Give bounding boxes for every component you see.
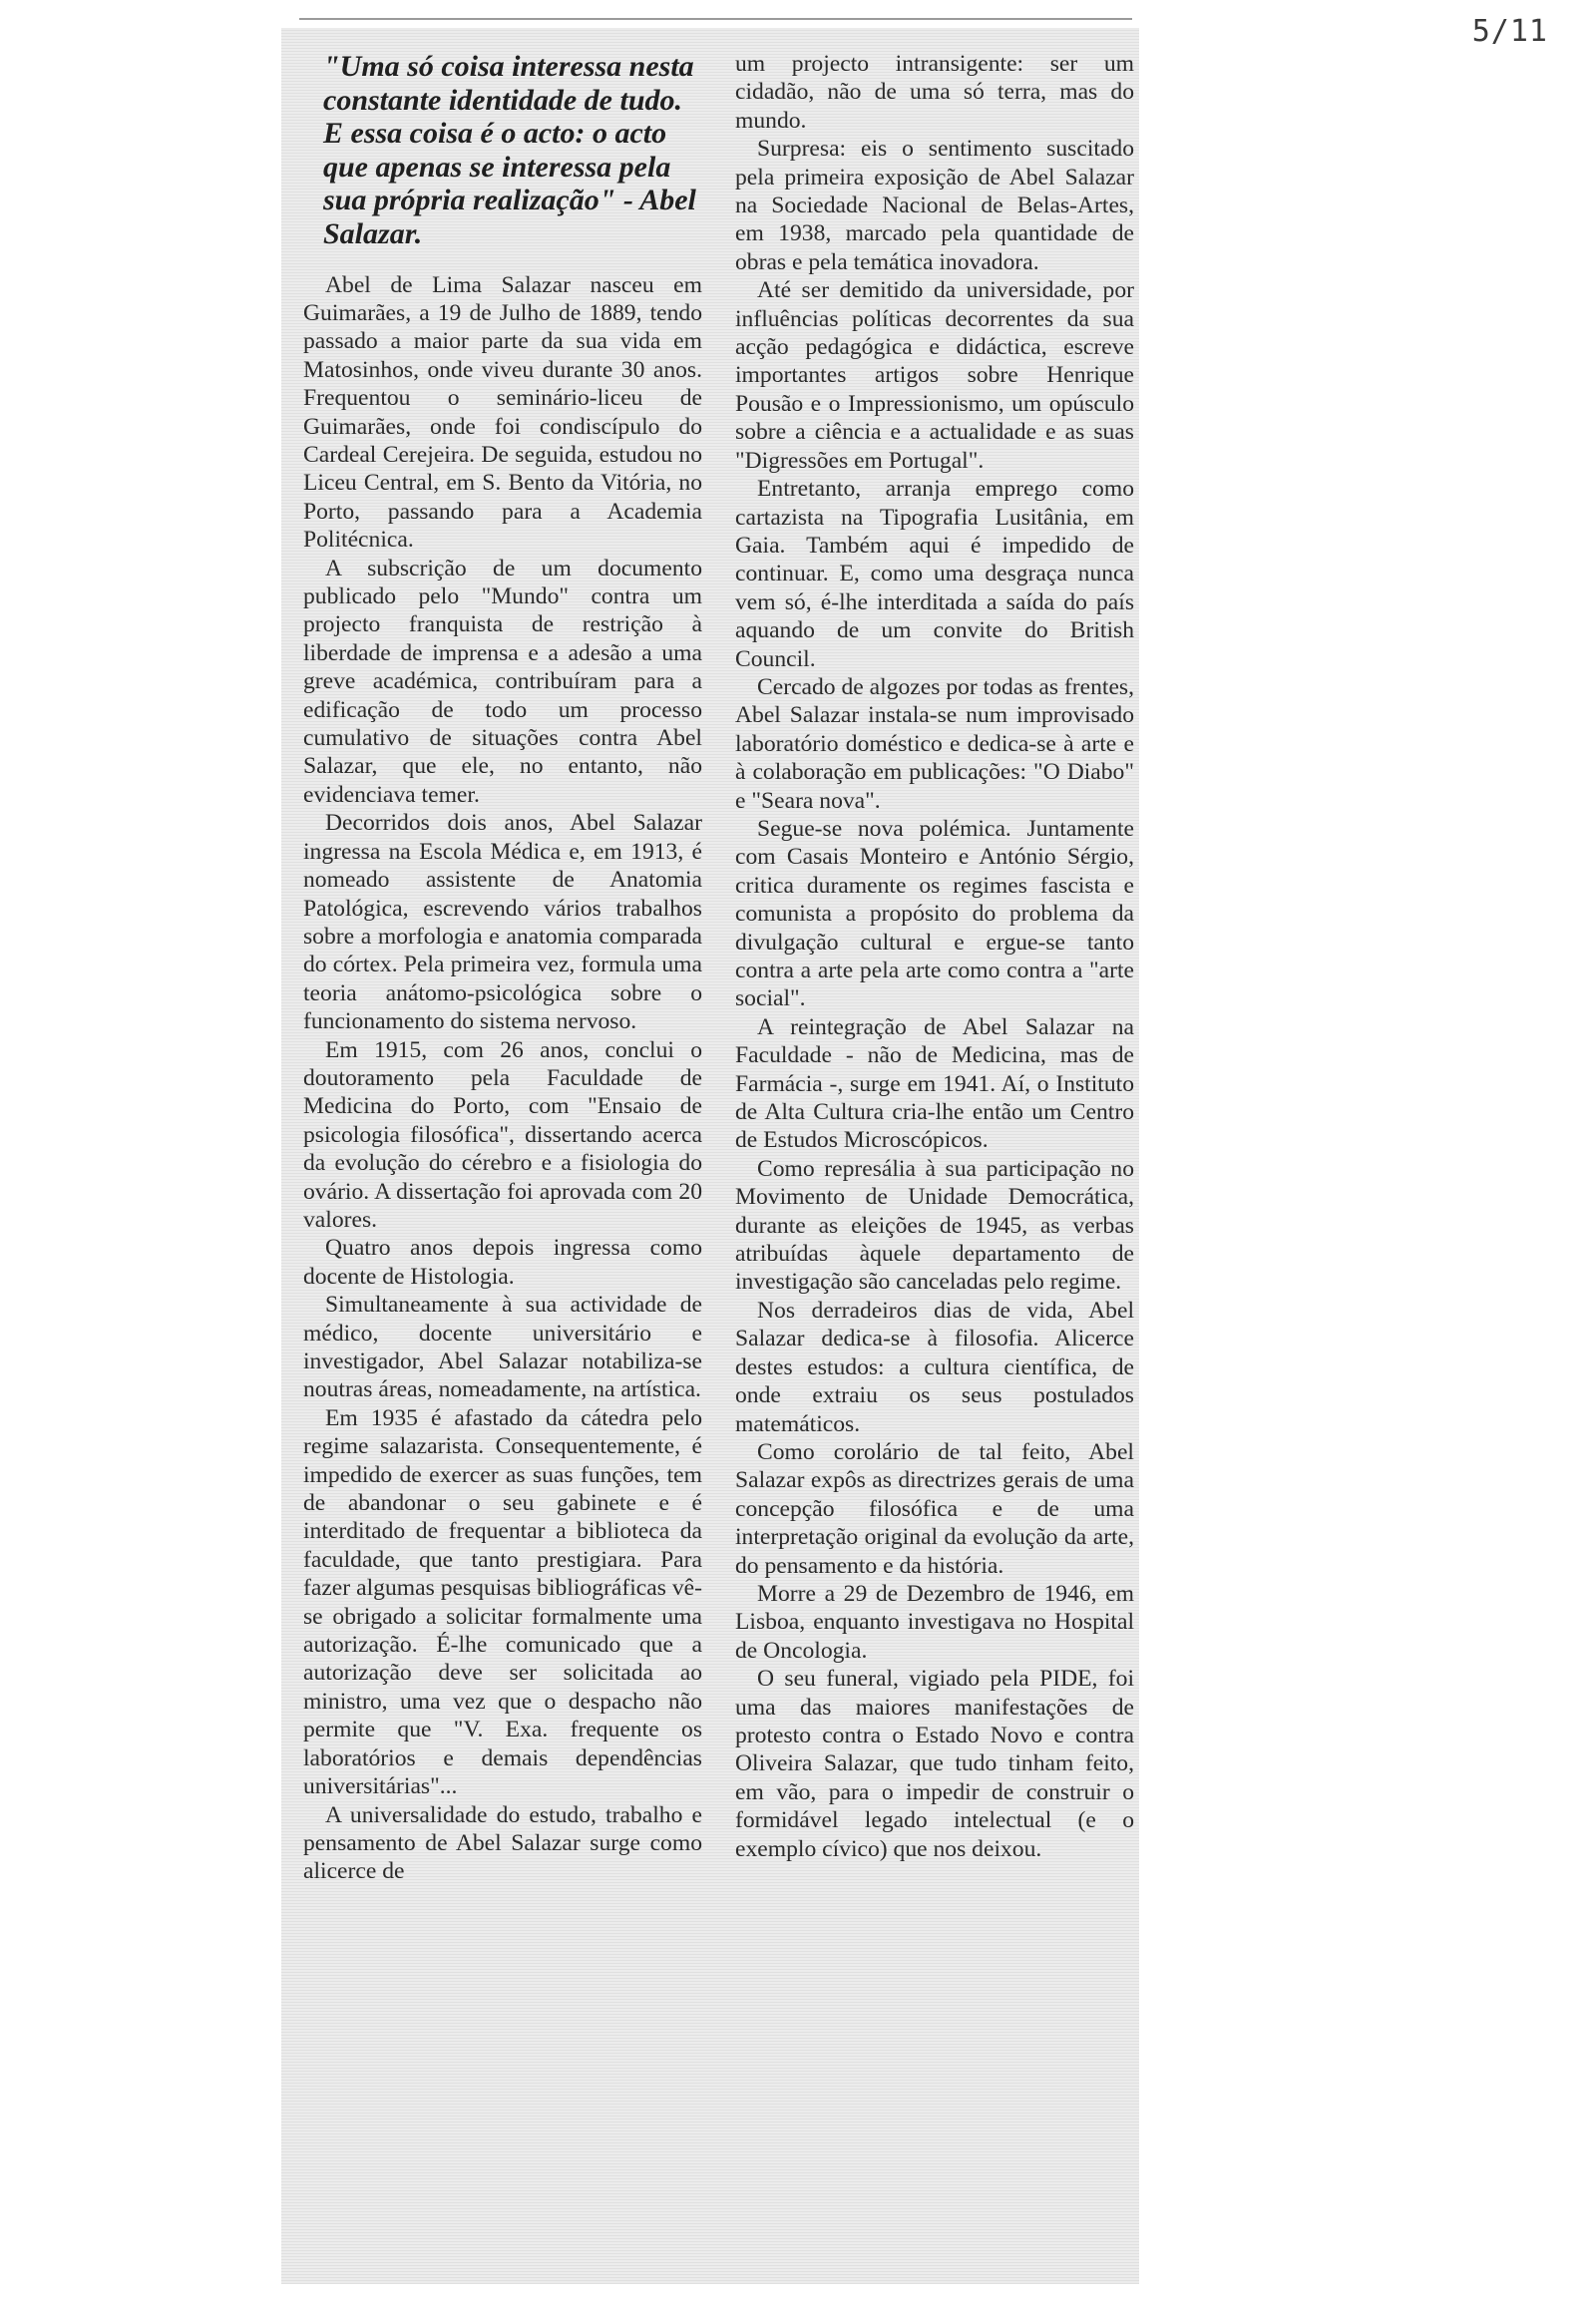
paragraph: Decorridos dois anos, Abel Salazar ingressa na Escola Médica e, em 1913, é nomeado assistente de Anatomia Patológica, escrevendo vários trabalhos sobre a morfologia e anatomia comparada do córtex. Pela primeira vez, formula uma teoria anátomo-psicológica sobre o funcionamento do sistema nervoso. — [303, 810, 702, 1035]
paragraph: O seu funeral, vigiado pela PIDE, foi uma das maiores manifestações de protesto contra o Estado Novo e contra Oliveira Salazar, que tudo tinham feito, em vão, para o impedir de construir o formidável legado intelectual (e o exemplo cívico) que nos deixou. — [735, 1666, 1134, 1862]
right-column — [735, 50, 1134, 1863]
paragraph: um projecto intransigente: ser um cidadão, não de uma só terra, mas do mundo. — [735, 51, 1134, 134]
left-column — [303, 50, 702, 1886]
pull-quote: "Uma só coisa interessa nesta constante identidade de tudo. E essa coisa é o acto: o acto que apenas se interessa pela sua própria realização" - Abel Salazar. — [323, 50, 696, 250]
paragraph: Até ser demitido da universidade, por influências políticas decorrentes da sua acção pedagógica e didáctica, escreve importantes artigos sobre Henrique Pousão e o Impressionismo, um opúsculo sobre a ciência e a actualidade e as suas "Digressões em Portugal". — [735, 277, 1134, 474]
paragraph: Entretanto, arranja emprego como cartazista na Tipografia Lusitânia, em Gaia. Também aqui é impedido de continuar. E, como uma desgraça nunca vem só, é-lhe interditada a saída do país aquando de um convite do British Council. — [735, 476, 1134, 672]
paragraph: Como represália à sua participação no Movimento de Unidade Democrática, durante as eleições de 1945, as verbas atribuídas àquele departamento de investigação são canceladas pelo regime. — [735, 1155, 1134, 1296]
paragraph: Surpresa: eis o sentimento suscitado pela primeira exposição de Abel Salazar na Sociedade Nacional de Belas-Artes, em 1938, marcado pela quantidade de obras e pela temática inovadora. — [735, 136, 1134, 275]
paragraph: Como corolário de tal feito, Abel Salazar expôs as directrizes gerais de uma concepção filosófica e de uma interpretação original da evolução da arte, do pensamento e da história. — [735, 1438, 1134, 1579]
page-number: 5/11 — [1471, 14, 1548, 49]
paragraph: Nos derradeiros dias de vida, Abel Salazar dedica-se à filosofia. Alicerce destes estudos: a cultura científica, de onde extraiu os seus postulados matemáticos. — [735, 1297, 1134, 1437]
newspaper-clipping — [281, 28, 1139, 2284]
paragraph: A universalidade do estudo, trabalho e pensamento de Abel Salazar surge como alicerce de — [303, 1801, 702, 1885]
paragraph: Abel de Lima Salazar nasceu em Guimarães, a 19 de Julho de 1889, tendo passado a maior parte da sua vida em Matosinhos, onde viveu durante 30 anos. Frequentou o seminário-liceu de Guimarães, onde foi condiscípulo do Cardeal Cerejeira. De seguida, estudou no Liceu Central, em S. Bento da Vitória, no Porto, passando para a Academia Politécnica. — [303, 271, 702, 554]
top-rule — [299, 18, 1132, 20]
paragraph: Simultaneamente à sua actividade de médico, docente universitário e investigador, Abel Salazar notabiliza-se noutras áreas, nomeadamente, na artística. — [303, 1292, 702, 1403]
paragraph: Cercado de algozes por todas as frentes, Abel Salazar instala-se num improvisado laboratório doméstico e dedica-se à arte e à colaboração em publicações: "O Diabo" e "Seara nova". — [735, 673, 1135, 814]
paragraph: A reintegração de Abel Salazar na Faculdade - não de Medicina, mas de Farmácia -, surge em 1941. Aí, o Instituto de Alta Cultura cria-lhe então um Centro de Estudos Microscópicos. — [735, 1013, 1134, 1154]
paragraph: Em 1915, com 26 anos, conclui o doutoramento pela Faculdade de Medicina do Porto, com "Ensaio de psicologia filosófica", dissertando acerca da evolução do cérebro e a fisiologia do ovário. A dissertação foi aprovada com 20 valores. — [303, 1036, 702, 1233]
paragraph: Quatro anos depois ingressa como docente de Histologia. — [303, 1235, 702, 1290]
paragraph: Morre a 29 de Dezembro de 1946, em Lisboa, enquanto investigava no Hospital de Oncologia. — [735, 1580, 1134, 1664]
paragraph: A subscrição de um documento publicado pelo "Mundo" contra um projecto franquista de restrição à liberdade de imprensa e a adesão a uma greve académica, contribuíram para a edificação de todo um processo cumulativo de situações contra Abel Salazar, que ele, no entanto, não evidenciava temer. — [303, 555, 702, 808]
paragraph: Em 1935 é afastado da cátedra pelo regime salazarista. Consequentemente, é impedido de exercer as suas funções, tem de abandonar o seu gabinete e é interditado de frequentar a biblioteca da faculdade, que tanto prestigiara. Para fazer algumas pesquisas bibliográficas vê-se obrigado a solicitar formalmente uma autorização. É-lhe comunicado que a autorização deve ser solicitada ao ministro, uma vez que o despacho não permite que "V. Exa. frequente os laboratórios e demais dependências universitárias"... — [303, 1404, 702, 1800]
paragraph: Segue-se nova polémica. Juntamente com Casais Monteiro e António Sérgio, critica duramente os regimes fascista e comunista a propósito do problema da divulgação cultural e ergue-se tanto contra a arte pela arte como contra a "arte social". — [735, 815, 1134, 1012]
